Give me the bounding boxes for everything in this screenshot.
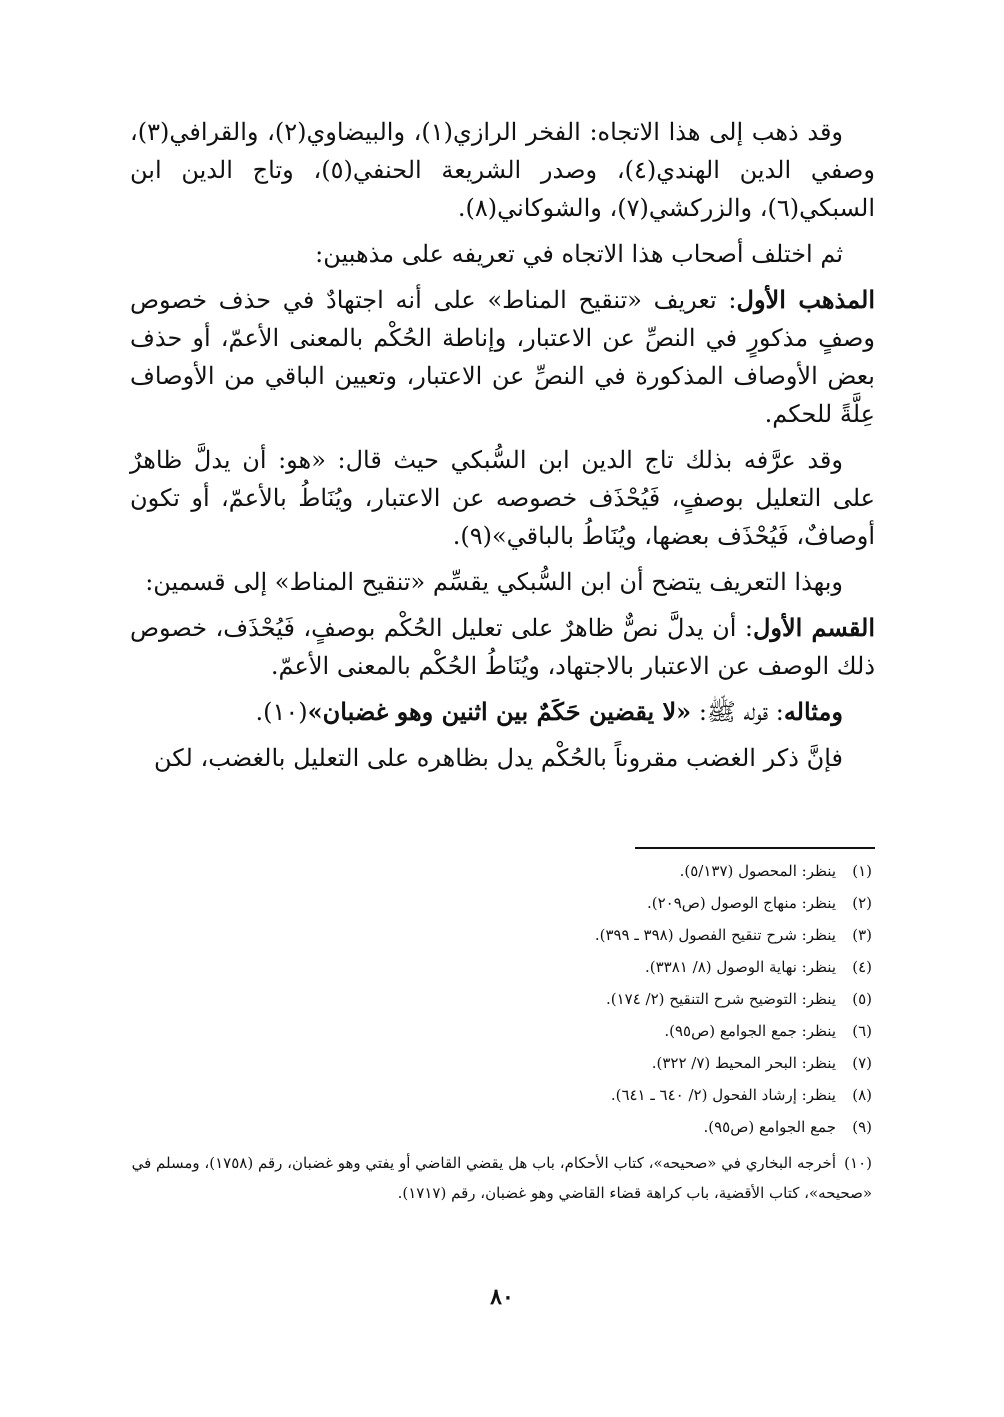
footnote-ref-10: (١٠).	[255, 698, 308, 726]
footnote-6: (٦)ينظر: جمع الجوامع (ص٩٥).	[664, 1022, 872, 1040]
first-section-label: القسم الأول	[752, 613, 875, 642]
first-section-text: : أن يدلَّ نصٌّ ظاهرٌ على تعليل الحُكْم بوصفٍ، فَيُحْذَف، خصوص ذلك الوصف عن الاعتبار بالاجتهاد، ويُنَاطُ الحُكْم بالمعنى الأعمّ.	[130, 614, 875, 680]
footnote-1: (١)ينظر: المحصول (٥/١٣٧).	[679, 862, 872, 880]
paragraph-4: وقد عرَّفه بذلك تاج الدين ابن السُّبكي حيث قال: «هو: أن يدلَّ ظاهرٌ على التعليل بوصفٍ، فَيُحْذَف خصوصه عن الاعتبار، ويُنَاطُ بالأعمّ، أو تكون أوصافٌ، فَيُحْذَف بعضها، ويُنَاطُ بالباقي»(٩).	[130, 446, 875, 550]
paragraph-5: وبهذا التعريف يتضح أن ابن السُّبكي يقسِّم «تنقيح المناط» إلى قسمين:	[145, 568, 843, 596]
footnote-4: (٤)ينظر: نهاية الوصول (٨/ ٣٣٨١).	[645, 958, 872, 976]
first-school-text: : تعريف «تنقيح المناط» على أنه اجتهادٌ في حذف خصوص وصفٍ مذكورٍ في النصِّ عن الاعتبار، وإناطة الحُكْم بالمعنى الأعمّ، أو حذف بعض الأوصاف المذكورة في النصِّ عن الاعتبار، وتعيين الباقي من الأوصاف عِلَّةً للحكم.	[130, 286, 875, 428]
page-number: ٨٠	[490, 1284, 514, 1310]
example-intro: : قوله ﷺ:	[691, 698, 784, 726]
paragraph-3	[130, 281, 875, 433]
example-label: ومثاله	[783, 697, 843, 726]
footnote-10: (١٠)أخرجه البخاري في «صحيحه»، كتاب الأحكام، باب هل يقضي القاضي أو يفتي وهو غضبان، رقم (١٧٥٨)، ومسلم في «صحيحه»، كتاب الأقضية، باب كراهة قضاء القاضي وهو غضبان، رقم (١٧١٧).	[131, 1154, 872, 1202]
paragraph-1: وقد ذهب إلى هذا الاتجاه: الفخر الرازي(١)، والبيضاوي(٢)، والقرافي(٣)، وصفي الدين الهندي(٤)، وصدر الشريعة الحنفي(٥)، وتاج الدين ابن السبكي(٦)، والزركشي(٧)، والشوكاني(٨).	[130, 118, 875, 222]
footnote-7: (٧)ينظر: البحر المحيط (٧/ ٣٢٢).	[651, 1054, 872, 1072]
footnote-8: (٨)ينظر: إرشاد الفحول (٢/ ٦٤٠ ـ ٦٤١).	[610, 1086, 872, 1104]
footnote-3: (٣)ينظر: شرح تنقيح الفصول (٣٩٨ ـ ٣٩٩).	[594, 926, 872, 944]
hadith-quote: «لا يقضين حَكَمٌ بين اثنين وهو غضبان»	[307, 697, 692, 726]
first-school-label: المذهب الأول	[736, 285, 876, 314]
paragraph-2: ثم اختلف أصحاب هذا الاتجاه في تعريفه على مذهبين:	[315, 240, 843, 268]
footnote-separator	[635, 847, 875, 849]
paragraph-6	[130, 609, 875, 685]
paragraph-8: فإنَّ ذكر الغضب مقروناً بالحُكْم يدل بظاهره على التعليل بالغضب، لكن	[154, 744, 843, 772]
main-text	[130, 113, 875, 785]
footnote-9: (٩)جمع الجوامع (ص٩٥).	[703, 1118, 872, 1136]
footnote-5: (٥)ينظر: التوضيح شرح التنقيح (٢/ ١٧٤).	[605, 990, 872, 1008]
paragraph-7	[130, 693, 875, 731]
footnote-2: (٢)ينظر: منهاج الوصول (ص٢٠٩).	[646, 894, 872, 912]
